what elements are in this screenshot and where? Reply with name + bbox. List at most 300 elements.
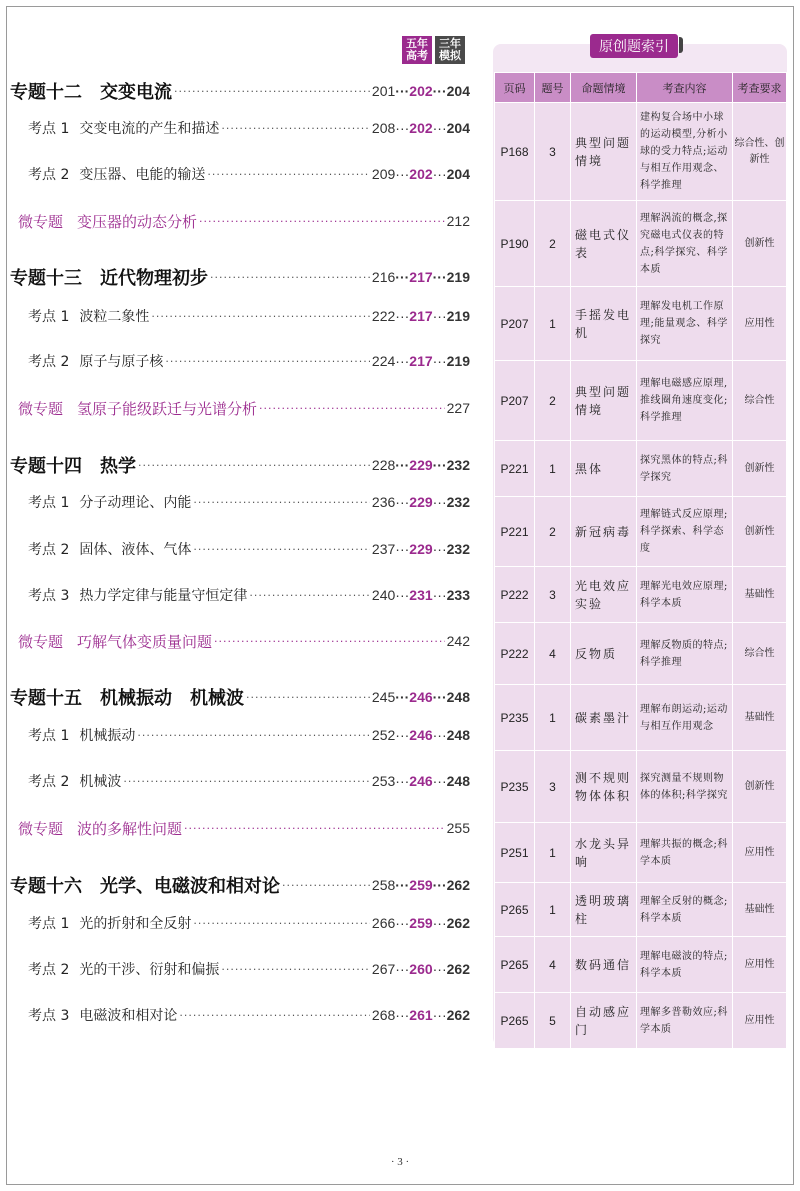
table-row — [495, 883, 787, 937]
toc-page-numbers — [372, 166, 470, 182]
table-row — [495, 567, 787, 623]
cell-page: P222 — [495, 623, 535, 685]
page-separator: ··· — [395, 961, 410, 977]
toc-entry-title: 变压器的动态分析 — [77, 212, 198, 231]
cell-requirement: 创新性 — [733, 441, 787, 497]
cell-requirement: 综合性 — [733, 361, 787, 441]
page-practice: 202 — [409, 120, 433, 136]
cell-content: 理解电磁波的特点;科学本质 — [637, 937, 733, 993]
toc-entry-title: 分子动理论、内能 — [79, 495, 192, 511]
toc-entry-tag: 微专题 — [18, 819, 64, 838]
toc-entry-title: 专题十三 近代物理初步 — [10, 268, 208, 289]
table-row — [495, 361, 787, 441]
cell-page: P221 — [495, 441, 535, 497]
leader-dots — [123, 775, 370, 788]
toc-entry-title: 光的干涉、衍射和偏振 — [79, 962, 220, 978]
toc-entry-label — [10, 585, 247, 605]
cell-page: P222 — [495, 567, 535, 623]
page-practice: 260 — [409, 961, 433, 977]
page-answer: 248 — [446, 727, 470, 743]
leader-dots — [193, 917, 370, 930]
page-explain: 240 — [371, 587, 396, 603]
cell-scene: 透明玻璃柱 — [571, 883, 637, 937]
cell-page: P207 — [495, 287, 535, 361]
table-row — [495, 823, 787, 883]
table-row — [495, 103, 787, 201]
page-answer: 262 — [446, 1007, 470, 1023]
page-practice: 259 — [409, 915, 433, 931]
toc-entry-tag: 考点 1 — [28, 121, 70, 137]
toc-entry-title: 巧解气体变质量问题 — [77, 632, 213, 651]
cell-question: 2 — [535, 497, 571, 567]
cell-content: 理解电磁感应原理,推线圈角速度变化;科学推理 — [637, 361, 733, 441]
cell-scene: 自动感应门 — [571, 993, 637, 1049]
cell-question: 2 — [535, 361, 571, 441]
toc-page-numbers — [372, 541, 470, 557]
leader-dots — [138, 459, 370, 472]
leader-dots — [249, 589, 370, 602]
toc-entry-label — [10, 306, 149, 326]
leader-dots — [193, 496, 370, 509]
logo-text: 高考 — [406, 49, 428, 62]
page-answer: 219 — [446, 269, 470, 285]
page-explain: 222 — [371, 308, 396, 324]
toc-entry-tag: 考点 3 — [28, 588, 70, 604]
cell-content: 探究黑体的特点;科学探究 — [637, 441, 733, 497]
page-explain: 258 — [371, 877, 396, 893]
page-separator: ··· — [395, 120, 410, 136]
leader-dots — [199, 215, 445, 228]
cell-content: 理解布朗运动;运动与相互作用观念 — [637, 685, 733, 751]
page-practice: 202 — [409, 83, 433, 99]
original-question-index-table — [494, 72, 787, 1049]
leader-dots — [193, 543, 370, 556]
page-separator: ··· — [395, 587, 410, 603]
page-separator: ··· — [432, 961, 447, 977]
page-separator: ··· — [395, 541, 410, 557]
toc-page-numbers — [372, 1007, 470, 1023]
cell-question: 3 — [535, 103, 571, 201]
cell-page: P251 — [495, 823, 535, 883]
page-separator: ··· — [432, 308, 447, 324]
toc-entry-tag: 微专题 — [18, 212, 64, 231]
page-practice: 202 — [409, 166, 433, 182]
toc-page-numbers — [372, 494, 470, 510]
page-separator: ··· — [432, 120, 447, 136]
toc-entry-tag: 考点 2 — [28, 774, 70, 790]
logo-text: 三年 — [439, 37, 461, 50]
toc-page-numbers — [447, 820, 470, 836]
toc-entry-label — [10, 818, 182, 839]
toc-page-numbers — [372, 689, 470, 705]
logo-five-year — [402, 36, 432, 64]
cell-page: P235 — [495, 751, 535, 823]
page-separator: ··· — [432, 269, 447, 285]
toc-entry-label — [10, 725, 135, 745]
toc-exam-point[interactable] — [10, 305, 470, 327]
page-separator: ··· — [432, 457, 447, 473]
toc-entry-label — [10, 492, 191, 512]
page-explain: 242 — [446, 633, 470, 649]
toc-page-numbers — [372, 773, 470, 789]
toc-page-numbers — [447, 213, 470, 229]
leader-dots — [174, 85, 370, 98]
page-explain: 255 — [446, 820, 470, 836]
table-row — [495, 441, 787, 497]
toc-entry-title: 专题十六 光学、电磁波和相对论 — [10, 876, 280, 897]
page-separator: ··· — [432, 773, 447, 789]
toc-entry-title: 专题十五 机械振动 机械波 — [10, 688, 244, 709]
cell-requirement: 基础性 — [733, 883, 787, 937]
toc-entry-label — [10, 631, 212, 652]
cell-scene: 新冠病毒 — [571, 497, 637, 567]
toc-entry-label — [10, 913, 191, 933]
cell-content: 理解全反射的概念;科学本质 — [637, 883, 733, 937]
page-practice: 217 — [409, 353, 433, 369]
header-requirement: 考查要求 — [733, 73, 787, 103]
toc-entry-title: 热力学定律与能量守恒定律 — [79, 588, 248, 604]
page-separator: ··· — [395, 457, 410, 473]
logo-text: 模拟 — [439, 49, 461, 62]
toc-entry-label — [10, 872, 280, 898]
page-answer: 232 — [446, 494, 470, 510]
toc-page-numbers — [372, 120, 470, 136]
page-separator: ··· — [432, 915, 447, 931]
table-row — [495, 993, 787, 1049]
page-separator: ··· — [395, 689, 410, 705]
page-separator: ··· — [395, 308, 410, 324]
cell-question: 1 — [535, 685, 571, 751]
toc-entry-label — [10, 452, 136, 478]
page-separator: ··· — [432, 166, 447, 182]
page-separator: ··· — [432, 541, 447, 557]
toc-exam-point[interactable] — [10, 350, 470, 372]
toc-entry-label — [10, 398, 257, 419]
page-explain: 268 — [371, 1007, 396, 1023]
leader-dots — [259, 402, 445, 415]
page-answer: 204 — [446, 166, 470, 182]
page-explain: 252 — [371, 727, 396, 743]
toc-chapter[interactable] — [10, 454, 470, 476]
page-answer: 248 — [446, 773, 470, 789]
cell-requirement: 应用性 — [733, 823, 787, 883]
page-explain: 245 — [371, 689, 396, 705]
toc-entry-tag: 考点 2 — [28, 962, 70, 978]
table-row — [495, 623, 787, 685]
brand-logo — [402, 36, 465, 64]
cell-page: P221 — [495, 497, 535, 567]
toc-exam-point[interactable] — [10, 724, 470, 746]
page-practice: 229 — [409, 457, 433, 473]
header-scene: 命题情境 — [571, 73, 637, 103]
page-answer: 204 — [446, 120, 470, 136]
leader-dots — [221, 122, 370, 135]
cell-requirement: 创新性 — [733, 497, 787, 567]
toc-entry-tag: 考点 2 — [28, 354, 70, 370]
cell-question: 1 — [535, 823, 571, 883]
toc-exam-point[interactable] — [10, 584, 470, 606]
leader-dots — [221, 963, 370, 976]
page-practice: 261 — [409, 1007, 433, 1023]
page-practice: 246 — [409, 773, 433, 789]
cell-question: 3 — [535, 751, 571, 823]
toc-chapter[interactable] — [10, 80, 470, 102]
cell-scene: 典型问题情境 — [571, 103, 637, 201]
toc-exam-point[interactable] — [10, 117, 470, 139]
page-separator: ··· — [395, 269, 410, 285]
cell-content: 理解共振的概念;科学本质 — [637, 823, 733, 883]
page-separator: ··· — [395, 773, 410, 789]
toc-entry-label — [10, 164, 205, 184]
table-row — [495, 751, 787, 823]
page-separator: ··· — [432, 727, 447, 743]
page-separator: ··· — [395, 353, 410, 369]
cell-scene: 典型问题情境 — [571, 361, 637, 441]
toc-entry-tag: 考点 1 — [28, 916, 70, 932]
page-separator: ··· — [432, 353, 447, 369]
cell-question: 4 — [535, 937, 571, 993]
page-explain: 253 — [371, 773, 396, 789]
toc-chapter[interactable] — [10, 266, 470, 288]
toc-entry-tag: 考点 3 — [28, 1008, 70, 1024]
cell-page: P265 — [495, 993, 535, 1049]
page-separator: ··· — [395, 727, 410, 743]
toc-entry-title: 交变电流的产生和描述 — [79, 121, 220, 137]
toc-entry-label — [10, 211, 197, 232]
toc-entry-tag: 考点 2 — [28, 167, 70, 183]
leader-dots — [184, 822, 445, 835]
cell-page: P207 — [495, 361, 535, 441]
toc-entry-label — [10, 351, 163, 371]
cell-requirement: 综合性 — [733, 623, 787, 685]
logo-three-year — [435, 36, 465, 64]
page-separator: ··· — [395, 494, 410, 510]
toc-entry-tag: 微专题 — [18, 632, 64, 651]
leader-dots — [214, 635, 445, 648]
toc-exam-point[interactable] — [10, 912, 470, 934]
toc-exam-point[interactable] — [10, 958, 470, 980]
toc-entry-tag: 考点 1 — [28, 495, 70, 511]
page-explain: 216 — [371, 269, 396, 285]
toc-exam-point[interactable] — [10, 1004, 470, 1026]
table-row — [495, 685, 787, 751]
toc-entry-title: 原子与原子核 — [79, 354, 164, 370]
page-answer: 262 — [446, 877, 470, 893]
page-answer: 219 — [446, 308, 470, 324]
toc-entry-title: 固体、液体、气体 — [79, 542, 192, 558]
leader-dots — [207, 168, 370, 181]
cell-requirement: 创新性 — [733, 201, 787, 287]
cell-requirement: 应用性 — [733, 993, 787, 1049]
toc-exam-point[interactable] — [10, 491, 470, 513]
cell-content: 理解反物质的特点;科学推理 — [637, 623, 733, 685]
header-content: 考查内容 — [637, 73, 733, 103]
toc-page-numbers — [372, 308, 470, 324]
page-separator: ··· — [395, 166, 410, 182]
toc-page-numbers — [372, 269, 470, 285]
page-separator: ··· — [432, 1007, 447, 1023]
toc-entry-tag: 考点 1 — [28, 728, 70, 744]
page-separator: ··· — [395, 1007, 410, 1023]
leader-dots — [246, 691, 370, 704]
toc-entry-label — [10, 539, 191, 559]
toc-entry-label — [10, 684, 244, 710]
toc-entry-label — [10, 78, 172, 104]
toc-page-numbers — [372, 877, 470, 893]
page-explain: 209 — [371, 166, 396, 182]
toc-entry-title: 专题十四 热学 — [10, 456, 136, 477]
page-explain: 267 — [371, 961, 396, 977]
leader-dots — [282, 879, 370, 892]
toc-exam-point[interactable] — [10, 163, 470, 185]
cell-page: P235 — [495, 685, 535, 751]
cell-scene: 磁电式仪表 — [571, 201, 637, 287]
cell-scene: 测不规则物体体积 — [571, 751, 637, 823]
cell-question: 1 — [535, 287, 571, 361]
page-explain: 236 — [371, 494, 396, 510]
toc-entry-title: 机械振动 — [79, 728, 136, 744]
toc-entry-label — [10, 118, 219, 138]
page-practice: 259 — [409, 877, 433, 893]
leader-dots — [151, 310, 370, 323]
table-row — [495, 937, 787, 993]
page-explain: 228 — [371, 457, 396, 473]
toc-entry-title: 电磁波和相对论 — [79, 1008, 178, 1024]
toc-exam-point[interactable] — [10, 538, 470, 560]
toc-entry-title: 波的多解性问题 — [77, 819, 183, 838]
page-explain: 266 — [371, 915, 396, 931]
header-question: 题号 — [535, 73, 571, 103]
leader-dots — [179, 1009, 370, 1022]
toc-exam-point[interactable] — [10, 770, 470, 792]
cell-page: P190 — [495, 201, 535, 287]
page-answer: 232 — [446, 457, 470, 473]
page-practice: 246 — [409, 689, 433, 705]
cell-content: 理解多普勒效应;科学本质 — [637, 993, 733, 1049]
page-practice: 246 — [409, 727, 433, 743]
table-row — [495, 497, 787, 567]
page-explain: 224 — [371, 353, 396, 369]
toc-page-numbers — [372, 961, 470, 977]
page-separator: ··· — [432, 494, 447, 510]
page-separator: ··· — [432, 877, 447, 893]
toc-entry-label — [10, 1005, 177, 1025]
toc-micro-topic[interactable] — [10, 817, 470, 839]
toc-entry-label — [10, 264, 208, 290]
page-separator: ··· — [395, 877, 410, 893]
page-explain: 201 — [371, 83, 396, 99]
page-practice: 229 — [409, 494, 433, 510]
cell-scene: 碳素墨汁 — [571, 685, 637, 751]
toc-page-numbers — [372, 915, 470, 931]
page-answer: 262 — [446, 961, 470, 977]
cell-scene: 数码通信 — [571, 937, 637, 993]
cell-question: 5 — [535, 993, 571, 1049]
page-explain: 208 — [371, 120, 396, 136]
toc-page-numbers — [372, 727, 470, 743]
toc-page-numbers — [372, 457, 470, 473]
page-practice: 217 — [409, 308, 433, 324]
toc-entry-title: 机械波 — [79, 774, 122, 790]
cell-page: P168 — [495, 103, 535, 201]
index-panel-title: 原创题索引 — [590, 34, 678, 58]
toc-page-numbers — [447, 633, 470, 649]
page-separator: ··· — [395, 915, 410, 931]
toc-micro-topic[interactable] — [10, 210, 470, 232]
logo-text: 五年 — [406, 37, 428, 50]
page-answer: 219 — [446, 353, 470, 369]
page-practice: 231 — [409, 587, 433, 603]
page-answer: 262 — [446, 915, 470, 931]
page-separator: ··· — [395, 83, 410, 99]
cell-requirement: 应用性 — [733, 287, 787, 361]
cell-scene: 手摇发电机 — [571, 287, 637, 361]
toc-chapter[interactable] — [10, 686, 470, 708]
page-practice: 229 — [409, 541, 433, 557]
cell-question: 1 — [535, 883, 571, 937]
toc-page-numbers — [372, 83, 470, 99]
leader-dots — [210, 271, 370, 284]
toc-page-numbers — [372, 587, 470, 603]
toc-page-numbers — [372, 353, 470, 369]
cell-requirement: 基础性 — [733, 567, 787, 623]
toc-entry-title: 氢原子能级跃迁与光谱分析 — [77, 399, 258, 418]
cell-page: P265 — [495, 883, 535, 937]
toc-entry-title: 专题十二 交变电流 — [10, 82, 172, 103]
page-explain: 237 — [371, 541, 396, 557]
toc-entry-title: 变压器、电能的输送 — [79, 167, 206, 183]
cell-scene: 黑体 — [571, 441, 637, 497]
toc-micro-topic[interactable] — [10, 397, 470, 419]
leader-dots — [137, 729, 370, 742]
page-explain: 212 — [446, 213, 470, 229]
cell-content: 理解光电效应原理;科学本质 — [637, 567, 733, 623]
toc-entry-tag: 微专题 — [18, 399, 64, 418]
toc-micro-topic[interactable] — [10, 630, 470, 652]
leader-dots — [165, 355, 370, 368]
header-page: 页码 — [495, 73, 535, 103]
cell-content: 理解链式反应原理;科学探索、科学态度 — [637, 497, 733, 567]
page-separator: ··· — [432, 83, 447, 99]
cell-question: 2 — [535, 201, 571, 287]
cell-scene: 光电效应实验 — [571, 567, 637, 623]
page-answer: 232 — [446, 541, 470, 557]
cell-question: 4 — [535, 623, 571, 685]
cell-scene: 水龙头异响 — [571, 823, 637, 883]
cell-question: 3 — [535, 567, 571, 623]
table-header-row — [495, 73, 787, 103]
cell-requirement: 应用性 — [733, 937, 787, 993]
cell-requirement: 创新性 — [733, 751, 787, 823]
cell-content: 探究测量不规则物体的体积;科学探究 — [637, 751, 733, 823]
cell-page: P265 — [495, 937, 535, 993]
toc-entry-tag: 考点 2 — [28, 542, 70, 558]
page-explain: 227 — [446, 400, 470, 416]
page-number: · 3 · — [390, 1156, 410, 1168]
toc-entry-label — [10, 959, 219, 979]
cell-content: 理解涡流的概念,探究磁电式仪表的特点;科学探究、科学本质 — [637, 201, 733, 287]
table-row — [495, 287, 787, 361]
toc-entry-title: 光的折射和全反射 — [79, 916, 192, 932]
table-row — [495, 201, 787, 287]
toc-page-numbers — [447, 400, 470, 416]
cell-content: 建构复合场中小球的运动模型,分析小球的受力特点;运动与相互作用观念、科学推理 — [637, 103, 733, 201]
toc-entry-label — [10, 771, 121, 791]
page-answer: 233 — [446, 587, 470, 603]
cell-scene: 反物质 — [571, 623, 637, 685]
page-practice: 217 — [409, 269, 433, 285]
toc-chapter[interactable] — [10, 874, 470, 896]
